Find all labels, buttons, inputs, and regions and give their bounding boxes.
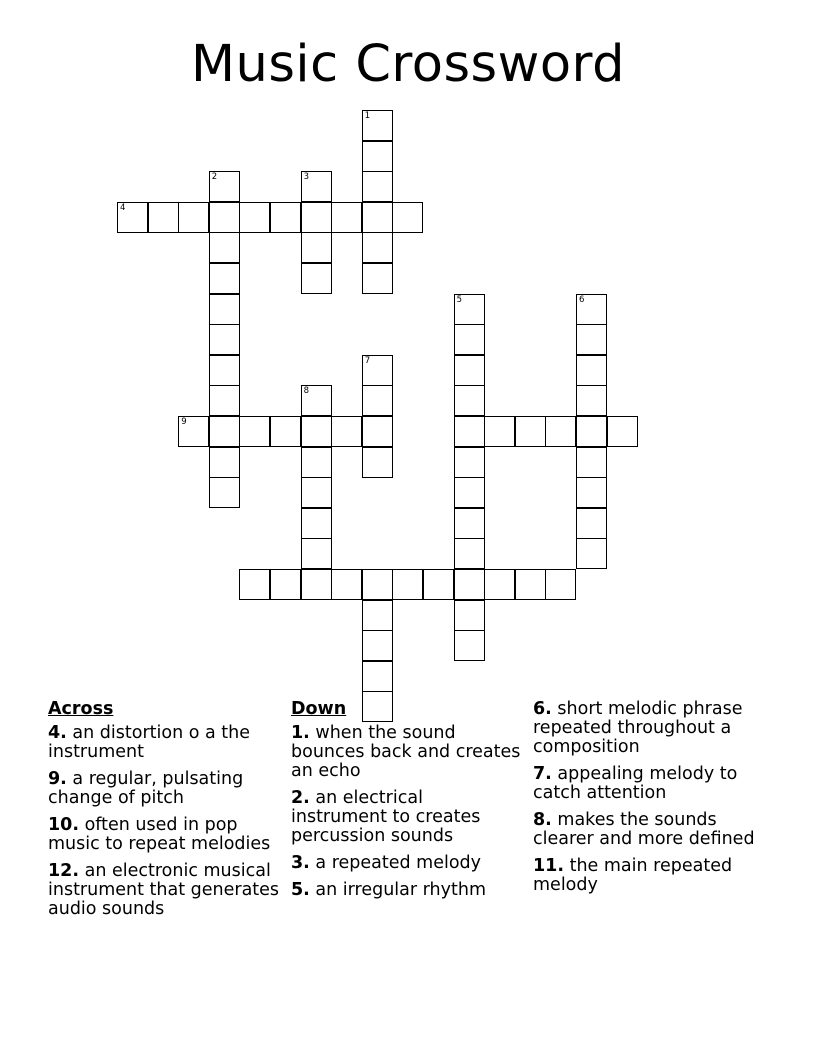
- grid-cell[interactable]: [209, 324, 240, 355]
- clue-number: 8.: [533, 810, 552, 830]
- grid-cell[interactable]: [392, 202, 423, 233]
- clue-number: 3.: [291, 853, 310, 873]
- clue-across-12: [48, 862, 288, 919]
- grid-cell[interactable]: [209, 355, 240, 386]
- grid-cell[interactable]: [331, 569, 362, 600]
- grid-cell[interactable]: [362, 355, 393, 386]
- grid-cell[interactable]: [576, 324, 607, 355]
- clue-text: makes the sounds clearer and more defined: [533, 810, 755, 849]
- grid-cell[interactable]: [362, 141, 393, 172]
- grid-cell[interactable]: [209, 171, 240, 202]
- clue-number: 1.: [291, 723, 310, 743]
- down-clues-continued: [533, 700, 773, 903]
- grid-cell[interactable]: [576, 477, 607, 508]
- grid-cell[interactable]: [515, 569, 546, 600]
- clue-number: 7.: [533, 764, 552, 784]
- grid-cell[interactable]: [239, 569, 270, 600]
- grid-cell[interactable]: [301, 416, 332, 447]
- grid-cell[interactable]: [515, 416, 546, 447]
- grid-cell[interactable]: [362, 202, 393, 233]
- grid-cell[interactable]: [576, 447, 607, 478]
- grid-cell[interactable]: [117, 202, 148, 233]
- clue-text: a repeated melody: [315, 853, 482, 873]
- grid-cell[interactable]: [209, 294, 240, 325]
- grid-cell[interactable]: [178, 202, 209, 233]
- grid-cell[interactable]: [545, 416, 576, 447]
- grid-cell[interactable]: [576, 538, 607, 569]
- grid-cell[interactable]: [270, 416, 301, 447]
- clue-text: an irregular rhythm: [315, 880, 486, 900]
- clue-number-label: 9: [181, 417, 187, 427]
- clue-down-11: [533, 857, 773, 895]
- grid-cell[interactable]: [362, 171, 393, 202]
- grid-cell[interactable]: [239, 202, 270, 233]
- grid-cell[interactable]: [484, 416, 515, 447]
- clue-across-10: [48, 816, 288, 854]
- grid-cell[interactable]: [209, 263, 240, 294]
- grid-cell[interactable]: [301, 447, 332, 478]
- grid-cell[interactable]: [301, 171, 332, 202]
- grid-cell[interactable]: [301, 569, 332, 600]
- clue-number: 9.: [48, 769, 67, 789]
- grid-cell[interactable]: [454, 477, 485, 508]
- grid-cell[interactable]: [301, 477, 332, 508]
- grid-cell[interactable]: [454, 447, 485, 478]
- clue-down-3: [291, 854, 523, 873]
- grid-cell[interactable]: [209, 447, 240, 478]
- clue-number: 12.: [48, 861, 80, 881]
- grid-cell[interactable]: [301, 385, 332, 416]
- grid-cell[interactable]: [331, 416, 362, 447]
- grid-cell[interactable]: [239, 416, 270, 447]
- grid-cell[interactable]: [607, 416, 638, 447]
- grid-cell[interactable]: [178, 416, 209, 447]
- grid-cell[interactable]: [362, 232, 393, 263]
- clue-down-6: [533, 700, 773, 757]
- grid-cell[interactable]: [576, 355, 607, 386]
- grid-cell[interactable]: [148, 202, 179, 233]
- clue-across-4: [48, 724, 288, 762]
- grid-cell[interactable]: [362, 600, 393, 631]
- clue-number-label: 1: [364, 111, 371, 121]
- grid-cell[interactable]: [454, 600, 485, 631]
- grid-cell[interactable]: [454, 385, 485, 416]
- clue-text: an electrical instrument to creates percussion sounds: [291, 788, 481, 846]
- clue-down-2: [291, 789, 523, 846]
- grid-cell[interactable]: [362, 569, 393, 600]
- clue-number: 5.: [291, 880, 310, 900]
- grid-cell[interactable]: [301, 263, 332, 294]
- grid-cell[interactable]: [454, 630, 485, 661]
- grid-cell[interactable]: [362, 263, 393, 294]
- grid-cell[interactable]: [454, 355, 485, 386]
- grid-cell[interactable]: [454, 569, 485, 600]
- grid-cell[interactable]: [362, 630, 393, 661]
- clue-text: often used in pop music to repeat melodies: [48, 815, 271, 854]
- clue-number-label: 8: [303, 386, 310, 397]
- grid-cell[interactable]: [454, 294, 485, 325]
- grid-cell[interactable]: [484, 569, 515, 600]
- grid-cell[interactable]: [392, 569, 423, 600]
- page-title: Music Crossword: [191, 35, 625, 94]
- clue-text: the main repeated melody: [533, 856, 733, 895]
- clue-number: 6.: [533, 699, 552, 719]
- grid-cell[interactable]: [454, 416, 485, 447]
- grid-cell[interactable]: [209, 477, 240, 508]
- clue-text: short melodic phrase repeated throughout a composition: [533, 699, 743, 757]
- grid-cell[interactable]: [454, 508, 485, 539]
- clue-text: a regular, pulsating change of pitch: [48, 769, 244, 808]
- grid-cell[interactable]: [576, 294, 607, 325]
- across-heading: Across: [48, 699, 114, 719]
- down-heading: Down: [291, 699, 347, 719]
- grid-cell[interactable]: [576, 416, 607, 447]
- grid-cell[interactable]: [362, 385, 393, 416]
- clue-down-5: [291, 881, 523, 900]
- grid-cell[interactable]: [362, 416, 393, 447]
- clue-number: 4.: [48, 723, 67, 743]
- clue-across-9: [48, 770, 288, 808]
- grid-cell[interactable]: [209, 416, 240, 447]
- clue-number-label: 2: [211, 172, 218, 183]
- clue-down-8: [533, 811, 773, 849]
- clue-down-7: [533, 765, 773, 803]
- clue-number-label: 5: [456, 294, 463, 305]
- clue-text: an distortion o a the instrument: [48, 723, 250, 762]
- grid-cell[interactable]: [301, 202, 332, 233]
- clue-number-label: 4: [120, 202, 126, 213]
- clue-number: 10.: [48, 815, 80, 835]
- grid-cell[interactable]: [331, 202, 362, 233]
- grid-cell[interactable]: [301, 232, 332, 263]
- clue-number-label: 6: [579, 294, 585, 305]
- grid-cell[interactable]: [209, 202, 240, 233]
- clue-text: appealing melody to catch attention: [533, 764, 738, 803]
- grid-cell[interactable]: [545, 569, 576, 600]
- clue-number: 2.: [291, 788, 310, 808]
- grid-cell[interactable]: [454, 538, 485, 569]
- grid-cell[interactable]: [270, 202, 301, 233]
- grid-cell[interactable]: [362, 661, 393, 692]
- clue-number-label: 7: [364, 355, 371, 366]
- grid-cell[interactable]: [362, 110, 393, 141]
- grid-cell[interactable]: [301, 508, 332, 539]
- grid-cell[interactable]: [454, 324, 485, 355]
- across-clues: [48, 700, 288, 927]
- grid-cell[interactable]: [423, 569, 454, 600]
- grid-cell[interactable]: [362, 447, 393, 478]
- clue-text: when the sound bounces back and creates an echo: [291, 723, 521, 781]
- down-clues: [291, 700, 523, 908]
- clue-text: an electronic musical instrument that generates audio sounds: [48, 861, 280, 919]
- grid-cell[interactable]: [301, 538, 332, 569]
- grid-cell[interactable]: [270, 569, 301, 600]
- grid-cell[interactable]: [576, 385, 607, 416]
- grid-cell[interactable]: [209, 385, 240, 416]
- grid-cell[interactable]: [576, 508, 607, 539]
- clue-down-1: [291, 724, 523, 781]
- grid-cell[interactable]: [209, 232, 240, 263]
- clue-number: 11.: [533, 856, 565, 876]
- clue-number-label: 3: [303, 172, 310, 183]
